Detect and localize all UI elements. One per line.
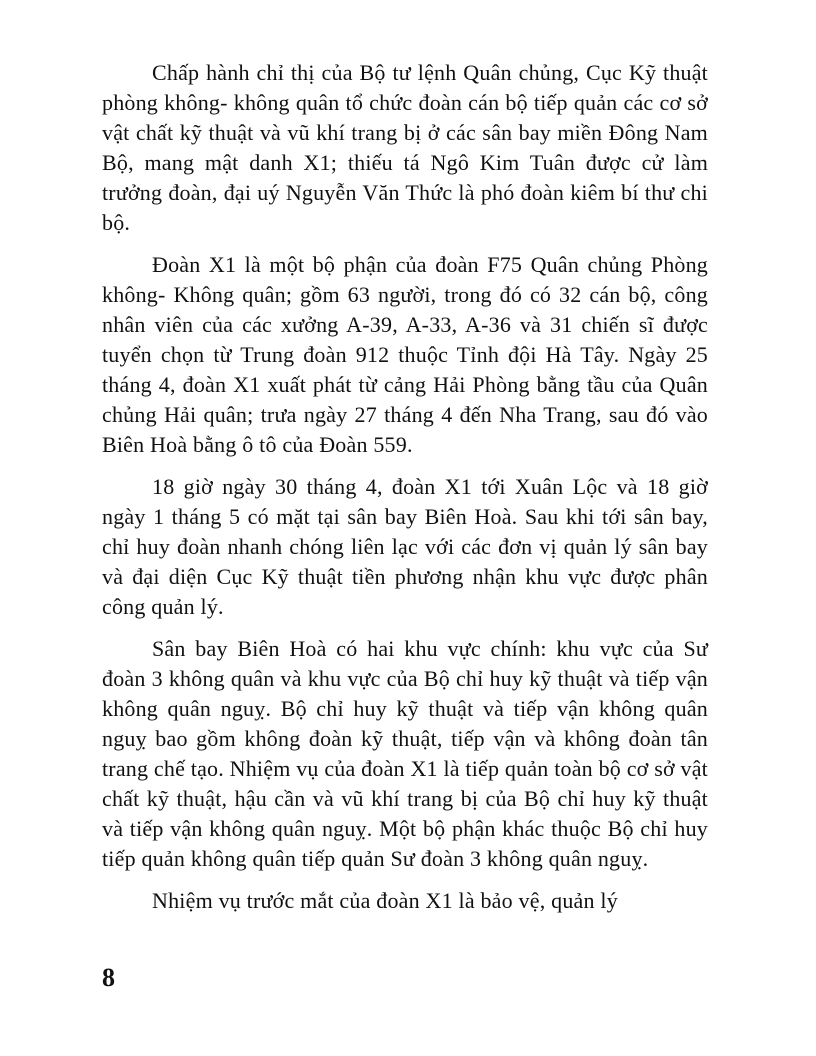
paragraph-3: 18 giờ ngày 30 tháng 4, đoàn X1 tới Xuân Lộc và 18 giờ ngày 1 tháng 5 có mặt tại sân bay Biên Hoà. Sau khi tới sân bay, chỉ huy đoàn nhanh chóng liên lạc với các đơn vị quản lý sân bay và đại diện Cục Kỹ thuật tiền phương nhận khu vực được phân công quản lý. (102, 474, 708, 619)
page-number: 8 (102, 963, 115, 992)
paragraph-4: Sân bay Biên Hoà có hai khu vực chính: khu vực của Sư đoàn 3 không quân và khu vực của Bộ chỉ huy kỹ thuật và tiếp vận không quân nguỵ. Bộ chỉ huy kỹ thuật và tiếp vận không quân nguỵ bao gồm không đoàn kỹ thuật, tiếp vận và không đoàn tân trang chế tạo. Nhiệm vụ của đoàn X1 là tiếp quản toàn bộ cơ sở vật chất kỹ thuật, hậu cần và vũ khí trang bị của Bộ chỉ huy kỹ thuật và tiếp vận không quân nguỵ. Một bộ phận khác thuộc Bộ chỉ huy tiếp quản không quân tiếp quản Sư đoàn 3 không quân nguỵ. (102, 636, 708, 871)
page-body (102, 58, 708, 928)
paragraph-2: Đoàn X1 là một bộ phận của đoàn F75 Quân chủng Phòng không- Không quân; gồm 63 người, trong đó có 32 cán bộ, công nhân viên của các xưởng A-39, A-33, A-36 và 31 chiến sĩ được tuyển chọn từ Trung đoàn 912 thuộc Tỉnh đội Hà Tây. Ngày 25 tháng 4, đoàn X1 xuất phát từ cảng Hải Phòng bằng tầu của Quân chủng Hải quân; trưa ngày 27 tháng 4 đến Nha Trang, sau đó vào Biên Hoà bằng ô tô của Đoàn 559. (102, 252, 708, 457)
paragraph-1: Chấp hành chỉ thị của Bộ tư lệnh Quân chủng, Cục Kỹ thuật phòng không- không quân tổ chức đoàn cán bộ tiếp quản các cơ sở vật chất kỹ thuật và vũ khí trang bị ở các sân bay miền Đông Nam Bộ, mang mật danh X1; thiếu tá Ngô Kim Tuân được cử làm trưởng đoàn, đại uý Nguyễn Văn Thức là phó đoàn kiêm bí thư chi bộ. (102, 60, 708, 235)
paragraph-5: Nhiệm vụ trước mắt của đoàn X1 là bảo vệ, quản lý (152, 888, 618, 913)
